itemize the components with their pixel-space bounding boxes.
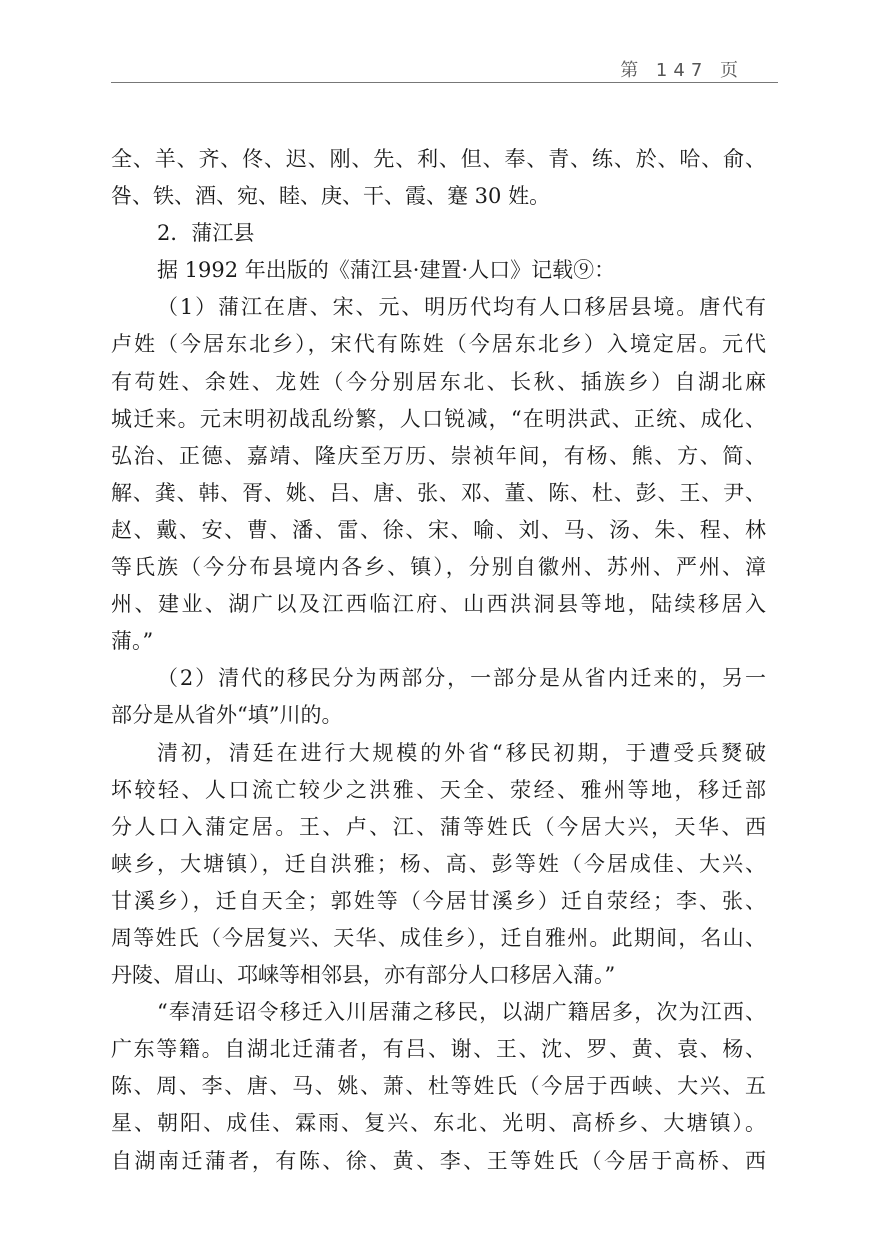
body-text bbox=[111, 141, 771, 1180]
text-line: 等氏族（今分布县境内各乡、镇），分别自徽州、苏州、严州、漳 bbox=[111, 555, 766, 580]
text-line: 分人口入蒲定居。王、卢、江、蒲等姓氏（今居大兴，天华、西 bbox=[111, 814, 766, 839]
text-line: 咎、铁、酒、宛、睦、庚、干、霞、蹇 30 姓。 bbox=[111, 184, 551, 209]
text-line: 2．蒲江县 bbox=[157, 221, 255, 246]
text-line: 有苟姓、余姓、龙姓（今分别居东北、长秋、插族乡）自湖北麻 bbox=[111, 369, 766, 394]
text-line: 坏较轻、人口流亡较少之洪雅、天全、荥经、雅州等地，移迁部 bbox=[111, 777, 766, 802]
text-line: 全、羊、齐、佟、迟、刚、先、利、但、奉、青、练、於、哈、俞、 bbox=[111, 147, 766, 171]
text-line: 星、朝阳、成佳、霖雨、复兴、东北、光明、高桥乡、大塘镇）。 bbox=[111, 1111, 766, 1136]
text-line: “奉清廷诏令移迁入川居蒲之移民，以湖广籍居多，次为江西、 bbox=[157, 1000, 766, 1025]
text-line: 丹陵、眉山、邛崃等相邻县，亦有部分人口移居入蒲。” bbox=[111, 963, 616, 988]
header-rule bbox=[111, 82, 778, 83]
text-line: 甘溪乡），迁自天全；郭姓等（今居甘溪乡）迁自荥经；李、张、 bbox=[111, 888, 766, 913]
text-line: 弘治、正德、嘉靖、隆庆至万历、崇祯年间，有杨、熊、方、简、 bbox=[111, 443, 766, 468]
text-line: 峡乡，大塘镇），迁自洪雅；杨、高、彭等姓（今居成佳、大兴、 bbox=[111, 851, 766, 876]
text-line: 周等姓氏（今居复兴、天华、成佳乡），迁自雅州。此期间，名山、 bbox=[111, 925, 766, 950]
text-line: （2）清代的移民分为两部分，一部分是从省内迁来的，另一 bbox=[157, 666, 766, 691]
text-line: 州、建业、湖广以及江西临江府、山西洪洞县等地，陆续移居入 bbox=[111, 592, 766, 617]
text-line: 卢姓（今居东北乡），宋代有陈姓（今居东北乡）入境定居。元代 bbox=[111, 332, 766, 357]
page-header bbox=[0, 52, 888, 84]
text-line: 陈、周、李、唐、马、姚、萧、杜等姓氏（今居于西峡、大兴、五 bbox=[111, 1074, 766, 1099]
text-line: 部分是从省外“填”川的。 bbox=[111, 703, 343, 728]
text-line: 据 1992 年出版的《蒲江县·建置·人口》记载⑨： bbox=[157, 258, 616, 283]
text-line: （1）蒲江在唐、宋、元、明历代均有人口移居县境。唐代有 bbox=[157, 295, 766, 320]
text-line: 赵、戴、安、曹、潘、雷、徐、宋、喻、刘、马、汤、朱、程、林 bbox=[111, 517, 766, 542]
text-line: 清初，清廷在进行大规模的外省“移民初期，于遭受兵燹破 bbox=[157, 740, 766, 765]
text-line: 解、龚、韩、胥、姚、吕、唐、张、邓、董、陈、杜、彭、王、尹、 bbox=[111, 480, 766, 505]
text-line: 蒲。” bbox=[111, 629, 154, 654]
text-line: 城迁来。元末明初战乱纷繁，人口锐减，“在明洪武、正统、成化、 bbox=[111, 406, 766, 431]
page-number: 第 147 页 bbox=[620, 60, 744, 81]
text-line: 自湖南迁蒲者，有陈、徐、黄、李、王等姓氏（今居于高桥、西 bbox=[111, 1148, 766, 1173]
text-line: 广东等籍。自湖北迁蒲者，有吕、谢、王、沈、罗、黄、袁、杨、 bbox=[111, 1037, 766, 1062]
